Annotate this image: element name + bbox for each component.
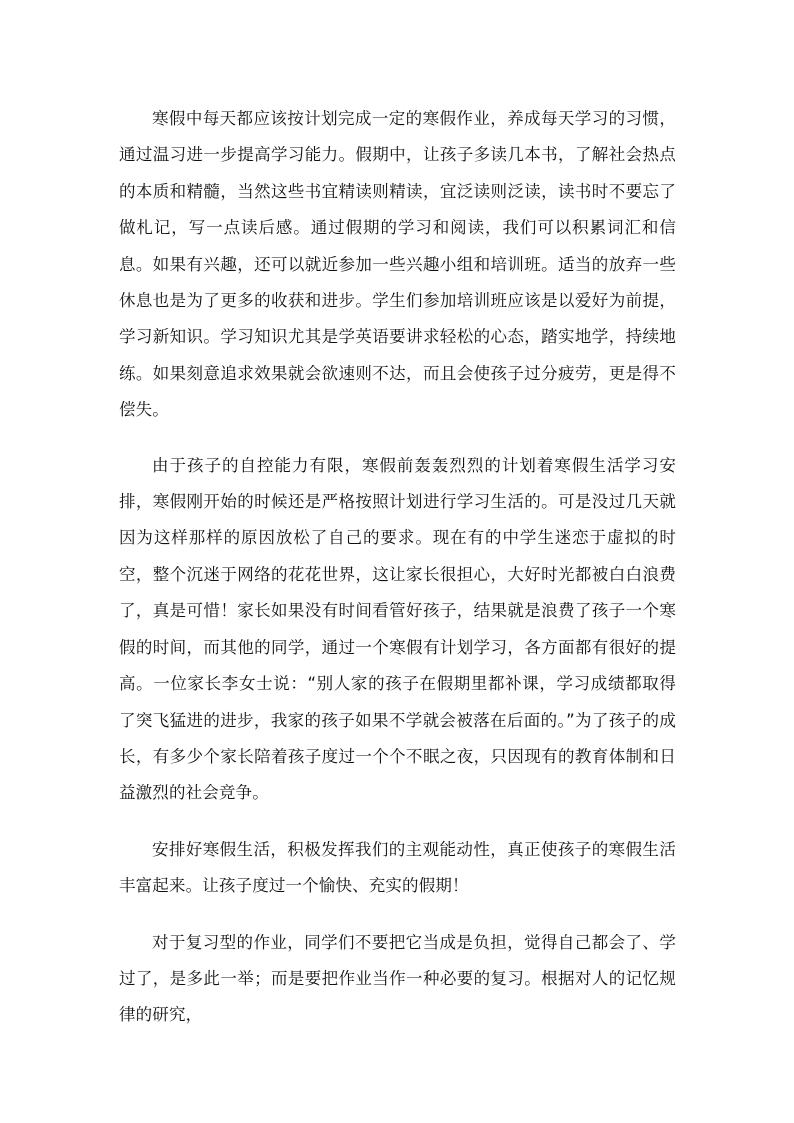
document-body <box>119 101 676 1034</box>
paragraph-self-control: 由于孩子的自控能力有限，寒假前轰轰烈烈的计划着寒假生活学习安排，寒假刚开始的时候还是严格按照计划进行学习生活的。可是没过几天就因为这样那样的原因放松了自己的要求。现在有的中学生迷恋于虚拟的时空，整个沉迷于网络的花花世界，这让家长很担心，大好时光都被白白浪费了，真是可惜！家长如果没有时间看管好孩子，结果就是浪费了孩子一个寒假的时间，而其他的同学，通过一个寒假有计划学习，各方面都有很好的提高。一位家长李女士说：“别人家的孩子在假期里都补课，学习成绩都取得了突飞猛进的进步，我家的孩子如果不学就会被落在后面的。”为了孩子的成长，有多少个家长陪着孩子度过一个个不眠之夜，只因现有的教育体制和日益激烈的社会竞争。 <box>119 455 676 803</box>
paragraph-review-homework: 对于复习型的作业，同学们不要把它当成是负担，觉得自己都会了、学过了，是多此一举；而是要把作业当作一种必要的复习。根据对人的记忆规律的研究， <box>119 932 676 1025</box>
paragraph-study-plan: 寒假中每天都应该按计划完成一定的寒假作业，养成每天学习的习惯，通过温习进一步提高学习能力。假期中，让孩子多读几本书，了解社会热点的本质和精髓，当然这些书宜精读则精读，宜泛读则泛读，读书时不要忘了做札记，写一点读后感。通过假期的学习和阅读，我们可以积累词汇和信息。如果有兴趣，还可以就近参加一些兴趣小组和培训班。适当的放弃一些休息也是为了更多的收获和进步。学生们参加培训班应该是以爱好为前提，学习新知识。学习知识尤其是学英语要讲求轻松的心态，踏实地学，持续地练。如果刻意追求效果就会欲速则不达，而且会使孩子过分疲劳，更是得不偿失。 <box>119 109 676 420</box>
paragraph-arrange-holiday: 安排好寒假生活，积极发挥我们的主观能动性，真正使孩子的寒假生活丰富起来。让孩子度过一个愉快、充实的假期！ <box>119 839 676 896</box>
